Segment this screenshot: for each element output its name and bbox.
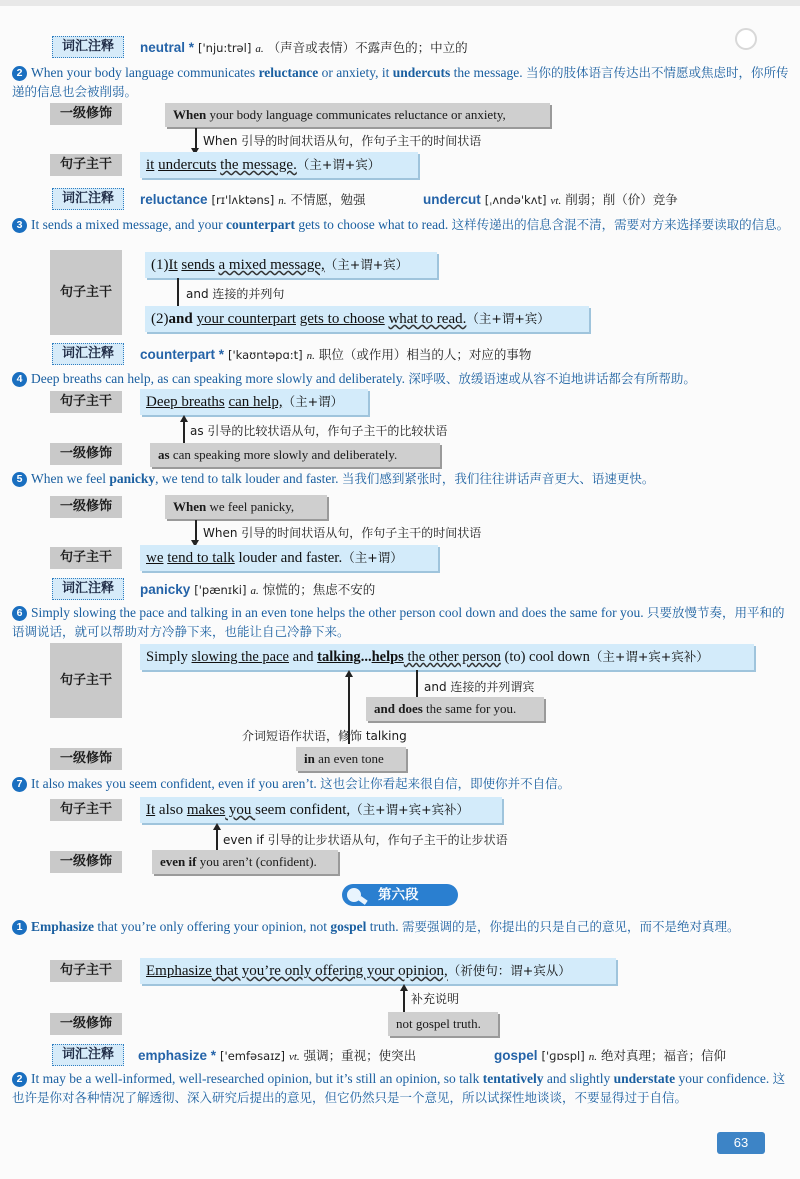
vocab-tag: 词汇注释 bbox=[52, 36, 124, 58]
grammar-note: When 引导的时间状语从句，作句子主干的时间状语 bbox=[203, 134, 482, 148]
label-modifier: 一级修饰 bbox=[50, 748, 122, 770]
sentence-number: 1 bbox=[12, 920, 27, 935]
label-modifier: 一级修饰 bbox=[50, 103, 122, 125]
label-modifier: 一级修饰 bbox=[50, 1013, 122, 1035]
chinese-translation: 当我们感到紧张时，我们往往讲话声音更大、语速更快。 bbox=[341, 471, 655, 486]
grammar-note: as 引导的比较状语从句，作句子主干的比较状语 bbox=[190, 424, 448, 438]
grammar-note: even if 引导的让步状语从句，作句子主干的让步状语 bbox=[223, 833, 508, 847]
label-main: 句子主干 bbox=[50, 250, 122, 335]
page-number: 63 bbox=[717, 1132, 765, 1154]
label-main: 句子主干 bbox=[50, 391, 122, 413]
sentence-number: 2 bbox=[12, 66, 27, 81]
section-header bbox=[342, 884, 458, 906]
main-clause-2: (2)and your counterpart gets to choose what to read.（主+谓+宾） bbox=[145, 306, 589, 332]
modifier-clause: When we feel panicky, bbox=[165, 495, 327, 519]
vocab-entry-emphasize: emphasize * ['emfəsaɪz] vt. 强调；重视；使突出 bbox=[138, 1048, 417, 1063]
vocab-tag: 词汇注释 bbox=[52, 343, 124, 365]
connector-line bbox=[216, 829, 218, 851]
main-clause-1: (1)It sends a mixed message,（主+谓+宾） bbox=[145, 252, 437, 278]
grammar-note: 补充说明 bbox=[411, 992, 460, 1006]
sentence-number: 2 bbox=[12, 1072, 27, 1087]
connector-line bbox=[403, 990, 405, 1012]
label-main: 句子主干 bbox=[50, 643, 122, 718]
sentence-2: 2 When your body language communicates reluctance or anxiety, it undercuts the message. 当你的肢体语言传达出不情愿或焦虑时，你所传递的信息也会被削弱。 bbox=[12, 65, 789, 99]
modifier-phrase: not gospel truth. bbox=[388, 1012, 498, 1036]
main-clause: Simply slowing the pace and talking...helps the other person (to) cool down（主+谓+宾+宾补） bbox=[140, 644, 754, 670]
vocab-entry-neutral bbox=[140, 38, 468, 57]
sentence-7: 7 It also makes you seem confident, even if you aren’t. 这也会让你看起来很自信，即使你并不自信。 bbox=[12, 774, 792, 793]
vocab-entry-gospel: gospel ['ɡɒspl] n. 绝对真理；福音；信仰 bbox=[494, 1048, 727, 1063]
chinese-translation: 需要强调的是，你提出的只是自己的意见，而不是绝对真理。 bbox=[402, 919, 740, 934]
connector-line bbox=[177, 278, 179, 308]
main-clause: it undercuts the message.（主+谓+宾） bbox=[140, 152, 418, 178]
vocab-entry-reluctance: reluctance [rɪ'lʌktəns] n. 不情愿，勉强 bbox=[140, 192, 366, 207]
main-clause: Emphasize that you’re only offering your opinion,（祈使句：谓+宾从） bbox=[140, 958, 616, 984]
sentence-number: 3 bbox=[12, 218, 27, 233]
phonetic: ['nju:trəl] bbox=[198, 41, 252, 55]
label-modifier: 一级修饰 bbox=[50, 496, 122, 518]
vocab-word: neutral * bbox=[140, 40, 195, 55]
grammar-note: When 引导的时间状语从句，作句子主干的时间状语 bbox=[203, 526, 482, 540]
chinese-translation: 这样传递出的信息含混不清，需要对方来选择要读取的信息。 bbox=[451, 217, 790, 232]
sentence-number: 6 bbox=[12, 606, 27, 621]
grammar-note: and 连接的并列句 bbox=[186, 287, 285, 301]
sentence-5: 5 When we feel panicky, we tend to talk louder and faster. 当我们感到紧张时，我们往往讲话声音更大、语速更快。 bbox=[12, 469, 792, 488]
label-modifier: 一级修饰 bbox=[50, 443, 122, 465]
chinese-translation: 只要放慢节奏，用平和的语调说话，就可以帮助对方冷静下来，也能让自己冷静下来。 bbox=[12, 605, 785, 639]
connector-line bbox=[195, 520, 197, 542]
label-main: 句子主干 bbox=[50, 547, 122, 569]
main-clause: It also makes you seem confident,（主+谓+宾+宾补） bbox=[140, 797, 502, 823]
definition: （声音或表情）不露声色的；中立的 bbox=[267, 40, 468, 55]
sentence-4: 4 Deep breaths can help, as can speaking more slowly and deliberately. 深呼吸、放缓语速或从容不迫地讲话都会有所帮助。 bbox=[12, 369, 792, 388]
chinese-translation: 这也许是你对各种情况了解透彻、深入研究后提出的意见，但它仍然只是一个意见，所以试探性地谈谈，不要显得过于自信。 bbox=[12, 1071, 786, 1105]
chinese-translation: 这也会让你看起来很自信，即使你并不自信。 bbox=[320, 776, 571, 791]
sentence-number: 7 bbox=[12, 777, 27, 792]
main-clause: Deep breaths can help,（主+谓） bbox=[140, 389, 368, 415]
p6-sentence-1: 1 Emphasize that you’re only offering your opinion, not gospel truth. 需要强调的是，你提出的只是自己的意见，而不是绝对真理。 bbox=[12, 917, 792, 936]
part-of-speech: a. bbox=[255, 43, 264, 55]
modifier-phrase: in an even tone bbox=[296, 747, 406, 771]
vocab-tag: 词汇注释 bbox=[52, 1044, 124, 1066]
modifier-clause: even if you aren’t (confident). bbox=[152, 850, 338, 874]
label-main: 句子主干 bbox=[50, 960, 122, 982]
vocab-tag: 词汇注释 bbox=[52, 578, 124, 600]
connector-line bbox=[416, 670, 418, 698]
parallel-predicate: and does the same for you. bbox=[366, 697, 544, 721]
sentence-number: 4 bbox=[12, 372, 27, 387]
vocab-entry-panicky: panicky ['pænɪki] a. 惊慌的；焦虑不安的 bbox=[140, 582, 376, 597]
sentence-6: 6 Simply slowing the pace and talking in an even tone helps the other person cool down and does the same for you. 只要放慢节奏，用平和的语调说话，就可以帮助对方冷静下来，也能让自己冷静下来。 bbox=[12, 605, 785, 639]
sentence-3: 3 It sends a mixed message, and your counterpart gets to choose what to read. 这样传递出的信息含混不清，需要对方来选择要读取的信息。 bbox=[12, 215, 792, 234]
vocab-tag: 词汇注释 bbox=[52, 188, 124, 210]
vocab-entry-undercut: undercut [ˌʌndə'kʌt] vt. 削弱；削（价）竞争 bbox=[423, 192, 678, 207]
sentence-number: 5 bbox=[12, 472, 27, 487]
vocab-entry-counterpart: counterpart * ['kaʊntəpɑ:t] n. 职位（或作用）相当的人；对应的事物 bbox=[140, 347, 532, 362]
p6-sentence-2: 2 It may be a well-informed, well-researched opinion, but it’s still an opinion, so talk tentatively and slightly understate your confidence. 这也许是你对各种情况了解透彻、深入研究后提出的意见，但它仍然只是一个意见，所以试探性地谈谈，不要显得过于自信。 bbox=[12, 1071, 786, 1105]
grammar-note: and 连接的并列谓宾 bbox=[424, 680, 535, 694]
section-title: 第六段 bbox=[378, 887, 419, 903]
grammar-note: 介词短语作状语，修饰 talking bbox=[242, 729, 407, 743]
connector-line bbox=[195, 128, 197, 150]
chinese-translation: 当你的肢体语言传达出不情愿或焦虑时，你所传递的信息也会被削弱。 bbox=[12, 65, 789, 99]
top-edge bbox=[0, 0, 800, 6]
scroll-bubble-icon bbox=[735, 28, 757, 50]
label-main: 句子主干 bbox=[50, 154, 122, 176]
label-modifier: 一级修饰 bbox=[50, 851, 122, 873]
label-main: 句子主干 bbox=[50, 799, 122, 821]
connector-line bbox=[183, 421, 185, 443]
modifier-clause: as can speaking more slowly and deliberately. bbox=[150, 443, 440, 467]
chinese-translation: 深呼吸、放缓语速或从容不迫地讲话都会有所帮助。 bbox=[408, 371, 696, 386]
main-clause: we tend to talk louder and faster.（主+谓） bbox=[140, 545, 438, 571]
modifier-clause: When your body language communicates reluctance or anxiety, bbox=[165, 103, 550, 127]
